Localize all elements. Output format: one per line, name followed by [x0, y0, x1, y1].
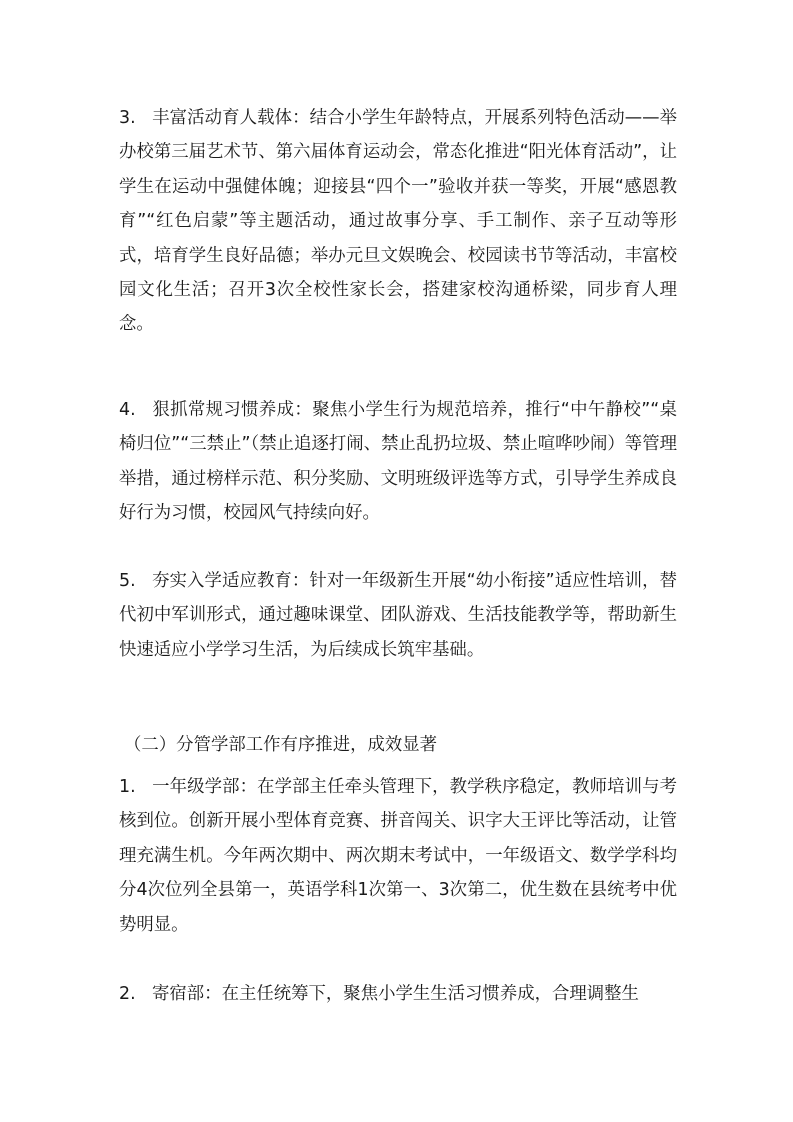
section-item-2	[119, 977, 677, 1011]
section-item-text: 寄宿部：在主任统筹下，聚焦小学生生活习惯养成，合理调整生	[152, 984, 639, 1004]
paragraph-text: 夯实入学适应教育：针对一年级新生开展“幼小衔接”适应性培训，替代初中军训形式，通过趣味课堂、团队游戏、生活技能教学等，帮助新生快速适应小学学习生活，为后续成长筑牢基础。	[119, 571, 677, 660]
paragraph-text: 狠抓常规习惯养成：聚焦小学生行为规范培养，推行“中午静校”“桌椅归位”“三禁止”（禁止追逐打闹、禁止乱扔垃圾、禁止喧哗吵闹）等管理举措，通过榜样示范、积分奖励、文明班级评选等方式，引导学生养成良好行为习惯，校园风气持续向好。	[119, 400, 677, 524]
paragraph-item-4	[119, 393, 677, 531]
paragraph-item-3	[119, 101, 677, 342]
section-item-number: 1.	[119, 777, 136, 797]
paragraph-item-5	[119, 564, 677, 667]
paragraph-number: 3.	[119, 108, 136, 128]
paragraph-number: 5.	[119, 571, 136, 591]
section-heading: （二）分管学部工作有序推进，成效显著	[124, 735, 438, 755]
paragraph-text: 丰富活动育人载体：结合小学生年龄特点，开展系列特色活动——举办校第三届艺术节、第六届体育运动会，常态化推进“阳光体育活动”，让学生在运动中强健体魄；迎接县“四个一”验收并获一等奖，开展“感恩教育”“红色启蒙”等主题活动，通过故事分享、手工制作、亲子互动等形式，培育学生良好品德；举办元旦文娱晚会、校园读书节等活动，丰富校园文化生活；召开3次全校性家长会，搭建家校沟通桥梁，同步育人理念。	[119, 108, 677, 335]
section-item-1	[119, 770, 677, 942]
section-item-text: 一年级学部：在学部主任牵头管理下，教学秩序稳定，教师培训与考核到位。创新开展小型体育竞赛、拼音闯关、识字大王评比等活动，让管理充满生机。今年两次期中、两次期末考试中，一年级语文、数学学科均分4次位列全县第一，英语学科1次第一、3次第二，优生数在县统考中优势明显。	[119, 777, 677, 935]
section-item-number: 2.	[119, 984, 136, 1004]
paragraph-number: 4.	[119, 400, 136, 420]
